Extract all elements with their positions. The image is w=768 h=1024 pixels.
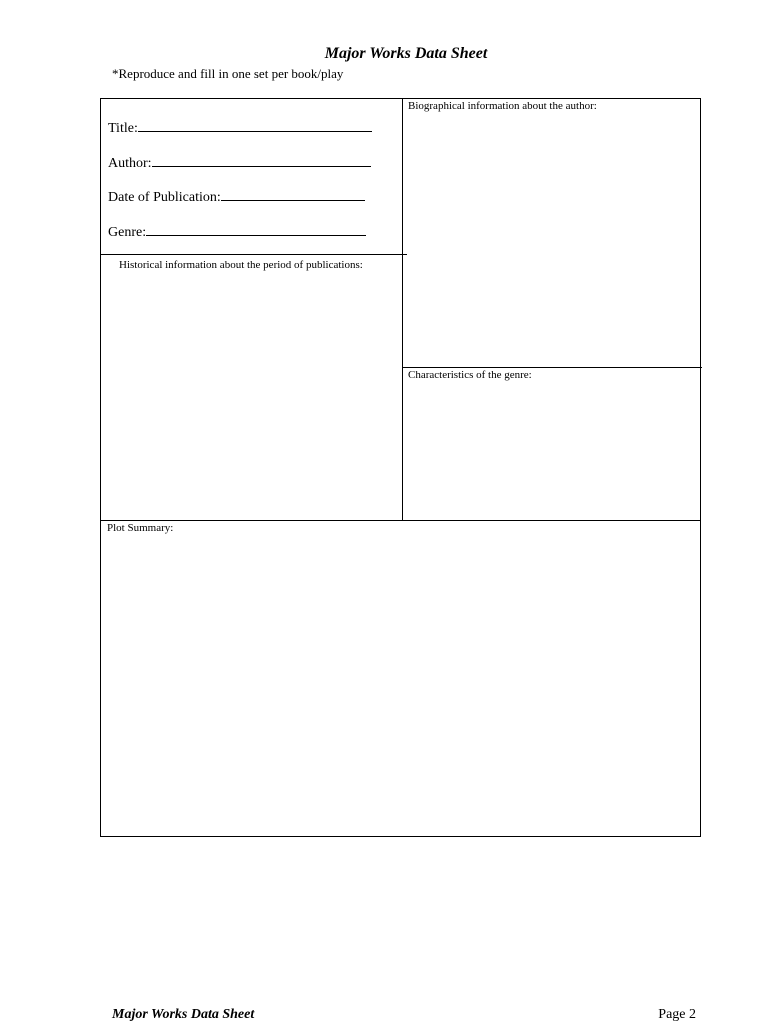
genre-characteristics-label: Characteristics of the genre:	[408, 369, 532, 381]
title-field[interactable]	[108, 117, 372, 137]
genre-field[interactable]	[108, 221, 366, 241]
genre-blank[interactable]	[146, 221, 366, 236]
author-blank[interactable]	[152, 152, 371, 167]
footer-title: Major Works Data Sheet	[112, 1007, 255, 1022]
right-row-divider	[402, 367, 702, 368]
page-number: Page 2	[658, 1007, 696, 1022]
title-label: Title:	[108, 121, 138, 136]
author-field[interactable]	[108, 152, 371, 172]
date-label: Date of Publication:	[108, 190, 221, 205]
page-subtitle: *Reproduce and fill in one set per book/play	[112, 66, 344, 81]
page-title: Major Works Data Sheet	[324, 45, 488, 62]
plot-summary-label: Plot Summary:	[107, 522, 174, 534]
plot-divider	[101, 520, 701, 521]
biographical-info-label: Biographical information about the author:	[408, 100, 597, 112]
date-blank[interactable]	[221, 186, 365, 201]
genre-label: Genre:	[108, 225, 147, 240]
historical-info-label: Historical information about the period of publications:	[119, 259, 363, 271]
date-of-publication-field[interactable]	[108, 186, 365, 206]
column-divider	[402, 99, 403, 521]
author-label: Author:	[108, 156, 152, 171]
data-sheet-grid	[100, 98, 701, 837]
left-row-divider	[101, 254, 407, 255]
title-blank[interactable]	[138, 117, 372, 132]
